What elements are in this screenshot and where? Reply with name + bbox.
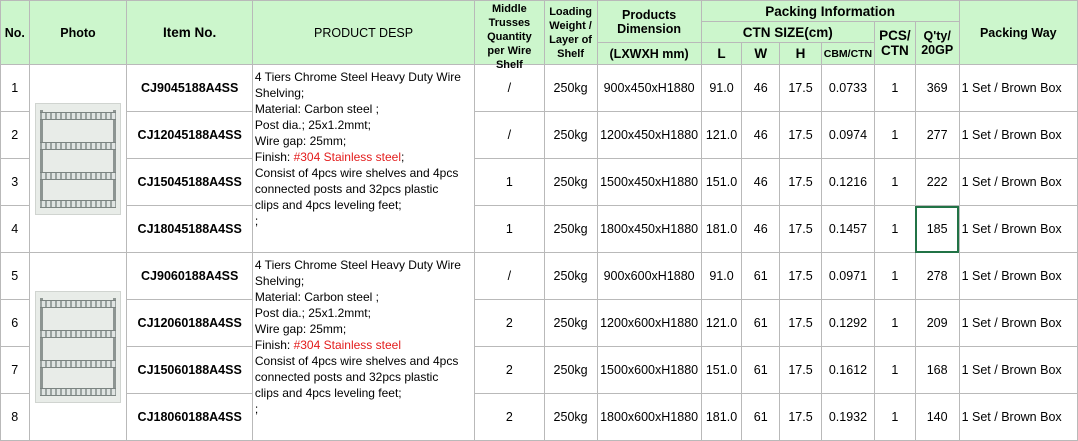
cell-cbm[interactable]: 0.1457: [821, 206, 874, 253]
table-row: [1, 394, 1078, 441]
cell-load[interactable]: 250kg: [544, 300, 597, 347]
cell-l[interactable]: 121.0: [701, 300, 742, 347]
cell-load[interactable]: 250kg: [544, 347, 597, 394]
desp-line: Shelving;: [254, 274, 305, 288]
desp-line: connected posts and 32pcs plastic: [254, 182, 439, 196]
cell-trusses[interactable]: /: [475, 65, 544, 112]
cell-item-no[interactable]: CJ18045188A4SS: [127, 206, 252, 253]
cell-packing-way[interactable]: 1 Set / Brown Box: [959, 206, 1077, 253]
desp-line: clips and 4pcs leveling feet;: [254, 386, 402, 400]
header-pcs-ctn-line: PCS/: [879, 28, 911, 43]
header-cbm-ctn[interactable]: CBM/CTN: [821, 43, 874, 65]
photo-cell[interactable]: [29, 253, 127, 441]
cell-load[interactable]: 250kg: [544, 394, 597, 441]
cell-cbm[interactable]: 0.0733: [821, 65, 874, 112]
header-loading-weight-line: Weight /: [549, 19, 592, 32]
table-row: [1, 300, 1078, 347]
cell-pcs[interactable]: 1: [874, 394, 915, 441]
table-row: [1, 159, 1078, 206]
cell-h[interactable]: 17.5: [780, 112, 822, 159]
header-no[interactable]: No.: [1, 1, 30, 65]
cell-no[interactable]: 5: [1, 253, 30, 300]
cell-h[interactable]: 17.5: [780, 206, 822, 253]
desp-line: Post dia.; 25x1.2mmt;: [254, 306, 371, 320]
cell-dimension[interactable]: 900x450xH1880: [597, 65, 701, 112]
cell-l[interactable]: 151.0: [701, 347, 742, 394]
header-ctn-size[interactable]: CTN SIZE(cm): [701, 22, 874, 43]
cell-l[interactable]: 91.0: [701, 65, 742, 112]
table-row: [1, 347, 1078, 394]
cell-product-desp[interactable]: [252, 65, 474, 253]
table-row: [1, 112, 1078, 159]
wire-shelf-photo: [35, 291, 121, 403]
finish-highlight: #304 Stainless steel: [293, 338, 401, 352]
cell-pcs[interactable]: 1: [874, 65, 915, 112]
cell-pcs[interactable]: 1: [874, 347, 915, 394]
header-h[interactable]: H: [780, 43, 822, 65]
cell-packing-way[interactable]: 1 Set / Brown Box: [959, 65, 1077, 112]
header-item-no[interactable]: Item No.: [127, 1, 252, 65]
desp-line: Material: Carbon steel ;: [254, 290, 379, 304]
header-pcs-ctn-line: CTN: [880, 43, 909, 58]
header-middle-trusses[interactable]: [475, 1, 544, 71]
cell-w[interactable]: 61: [742, 394, 780, 441]
table-row: [1, 65, 1078, 112]
header-middle-trusses-line: per Wire: [487, 44, 532, 57]
desp-line: clips and 4pcs leveling feet;: [254, 198, 402, 212]
header-loading-weight-line: Shelf: [557, 47, 585, 60]
cell-product-desp[interactable]: [252, 253, 474, 441]
cell-trusses[interactable]: 1: [475, 206, 544, 253]
cell-dimension[interactable]: 900x600xH1880: [597, 253, 701, 300]
cell-trusses[interactable]: 2: [475, 394, 544, 441]
header-products-dimension[interactable]: [597, 1, 701, 43]
header-product-desp[interactable]: PRODUCT DESP: [252, 1, 474, 65]
cell-item-no[interactable]: CJ18060188A4SS: [127, 394, 252, 441]
cell-qty[interactable]: 222: [915, 159, 959, 206]
cell-packing-way[interactable]: 1 Set / Brown Box: [959, 300, 1077, 347]
cell-cbm[interactable]: 0.1612: [821, 347, 874, 394]
cell-w[interactable]: 61: [742, 347, 780, 394]
header-photo[interactable]: Photo: [29, 1, 127, 65]
desp-line: 4 Tiers Chrome Steel Heavy Duty Wire: [254, 70, 461, 84]
cell-qty[interactable]: 369: [915, 65, 959, 112]
cell-cbm[interactable]: 0.1216: [821, 159, 874, 206]
cell-h[interactable]: 17.5: [780, 253, 822, 300]
cell-h[interactable]: 17.5: [780, 394, 822, 441]
cell-dimension[interactable]: 1200x600xH1880: [597, 300, 701, 347]
cell-item-no[interactable]: CJ12045188A4SS: [127, 112, 252, 159]
cell-no[interactable]: 2: [1, 112, 30, 159]
cell-packing-way[interactable]: 1 Set / Brown Box: [959, 253, 1077, 300]
cell-dimension[interactable]: 1800x600xH1880: [597, 394, 701, 441]
cell-h[interactable]: 17.5: [780, 347, 822, 394]
cell-item-no[interactable]: CJ12060188A4SS: [127, 300, 252, 347]
desp-line-finish: Finish: #304 Stainless steel: [254, 338, 401, 352]
cell-w[interactable]: 46: [742, 65, 780, 112]
wire-shelf-photo: [35, 103, 121, 215]
header-middle-trusses-line: Middle: [491, 2, 527, 15]
cell-h[interactable]: 17.5: [780, 65, 822, 112]
header-products-dimension-line: Dimension: [617, 21, 682, 36]
cell-l[interactable]: 181.0: [701, 394, 742, 441]
cell-trusses[interactable]: 1: [475, 159, 544, 206]
finish-highlight: #304 Stainless steel: [293, 150, 401, 164]
cell-h[interactable]: 17.5: [780, 300, 822, 347]
header-dimension-unit[interactable]: (LXWXH mm): [597, 43, 701, 65]
cell-pcs[interactable]: 1: [874, 300, 915, 347]
cell-qty[interactable]: 278: [915, 253, 959, 300]
cell-packing-way[interactable]: 1 Set / Brown Box: [959, 347, 1077, 394]
cell-w[interactable]: 46: [742, 206, 780, 253]
header-pcs-ctn[interactable]: [874, 22, 915, 65]
header-w[interactable]: W: [742, 43, 780, 65]
cell-item-no[interactable]: CJ9060188A4SS: [127, 253, 252, 300]
cell-no[interactable]: 1: [1, 65, 30, 112]
cell-trusses[interactable]: /: [475, 112, 544, 159]
cell-cbm[interactable]: 0.1292: [821, 300, 874, 347]
header-qty-20gp-line: 20GP: [921, 43, 954, 57]
cell-dimension[interactable]: 1800x450xH1880: [597, 206, 701, 253]
cell-w[interactable]: 61: [742, 300, 780, 347]
header-middle-trusses-line: Shelf: [495, 58, 523, 71]
cell-no[interactable]: 6: [1, 300, 30, 347]
cell-pcs[interactable]: 1: [874, 253, 915, 300]
desp-line-finish: Finish: #304 Stainless steel;: [254, 150, 405, 164]
cell-dimension[interactable]: 1500x450xH1880: [597, 159, 701, 206]
header-packing-way[interactable]: Packing Way: [959, 1, 1077, 65]
cell-l[interactable]: 121.0: [701, 112, 742, 159]
cell-packing-way[interactable]: 1 Set / Brown Box: [959, 394, 1077, 441]
cell-no[interactable]: 8: [1, 394, 30, 441]
cell-qty[interactable]: 140: [915, 394, 959, 441]
cell-qty[interactable]: 277: [915, 112, 959, 159]
photo-cell[interactable]: [29, 65, 127, 253]
table-row: [1, 253, 1078, 300]
cell-dimension[interactable]: 1500x600xH1880: [597, 347, 701, 394]
cell-load[interactable]: 250kg: [544, 206, 597, 253]
cell-l[interactable]: 181.0: [701, 206, 742, 253]
cell-qty[interactable]: 168: [915, 347, 959, 394]
header-products-dimension-line: Products: [622, 7, 677, 22]
cell-l[interactable]: 91.0: [701, 253, 742, 300]
cell-item-no[interactable]: CJ15045188A4SS: [127, 159, 252, 206]
cell-pcs[interactable]: 1: [874, 159, 915, 206]
cell-w[interactable]: 46: [742, 112, 780, 159]
cell-pcs[interactable]: 1: [874, 112, 915, 159]
desp-line: ;: [254, 214, 259, 228]
cell-w[interactable]: 46: [742, 159, 780, 206]
cell-trusses[interactable]: 2: [475, 347, 544, 394]
cell-load[interactable]: 250kg: [544, 65, 597, 112]
cell-cbm[interactable]: 0.1932: [821, 394, 874, 441]
cell-pcs[interactable]: 1: [874, 206, 915, 253]
header-qty-20gp[interactable]: [915, 22, 959, 65]
cell-item-no[interactable]: CJ9045188A4SS: [127, 65, 252, 112]
cell-no[interactable]: 4: [1, 206, 30, 253]
cell-dimension[interactable]: 1200x450xH1880: [597, 112, 701, 159]
cell-no[interactable]: 3: [1, 159, 30, 206]
cell-trusses[interactable]: 2: [475, 300, 544, 347]
cell-cbm[interactable]: 0.0974: [821, 112, 874, 159]
header-packing-information[interactable]: Packing Information: [701, 1, 959, 22]
cell-qty-selected[interactable]: 185: [915, 206, 959, 253]
desp-line: Material: Carbon steel ;: [254, 102, 379, 116]
cell-cbm[interactable]: 0.0971: [821, 253, 874, 300]
header-l[interactable]: L: [701, 43, 742, 65]
header-loading-weight-line: Loading: [549, 5, 592, 18]
header-loading-weight-line: Layer of: [549, 33, 592, 46]
cell-qty[interactable]: 209: [915, 300, 959, 347]
desp-line: Consist of 4pcs wire shelves and 4pcs: [254, 166, 459, 180]
desp-line: Wire gap: 25mm;: [254, 134, 347, 148]
header-middle-trusses-line: Quantity: [487, 30, 532, 43]
desp-line: Wire gap: 25mm;: [254, 322, 347, 336]
table-row: [1, 206, 1078, 253]
cell-l[interactable]: 151.0: [701, 159, 742, 206]
header-qty-20gp-line: Q'ty/: [923, 29, 951, 43]
cell-w[interactable]: 61: [742, 253, 780, 300]
cell-load[interactable]: 250kg: [544, 253, 597, 300]
header-middle-trusses-line: Trusses: [488, 16, 531, 29]
cell-h[interactable]: 17.5: [780, 159, 822, 206]
cell-trusses[interactable]: /: [475, 253, 544, 300]
desp-line: connected posts and 32pcs plastic: [254, 370, 439, 384]
desp-line: Consist of 4pcs wire shelves and 4pcs: [254, 354, 459, 368]
cell-load[interactable]: 250kg: [544, 159, 597, 206]
desp-line: 4 Tiers Chrome Steel Heavy Duty Wire: [254, 258, 461, 272]
desp-line: Post dia.; 25x1.2mmt;: [254, 118, 371, 132]
cell-load[interactable]: 250kg: [544, 112, 597, 159]
desp-line: ;: [254, 402, 259, 416]
cell-packing-way[interactable]: 1 Set / Brown Box: [959, 112, 1077, 159]
cell-packing-way[interactable]: 1 Set / Brown Box: [959, 159, 1077, 206]
desp-line: Shelving;: [254, 86, 305, 100]
cell-item-no[interactable]: CJ15060188A4SS: [127, 347, 252, 394]
header-loading-weight[interactable]: [544, 1, 597, 65]
cell-no[interactable]: 7: [1, 347, 30, 394]
